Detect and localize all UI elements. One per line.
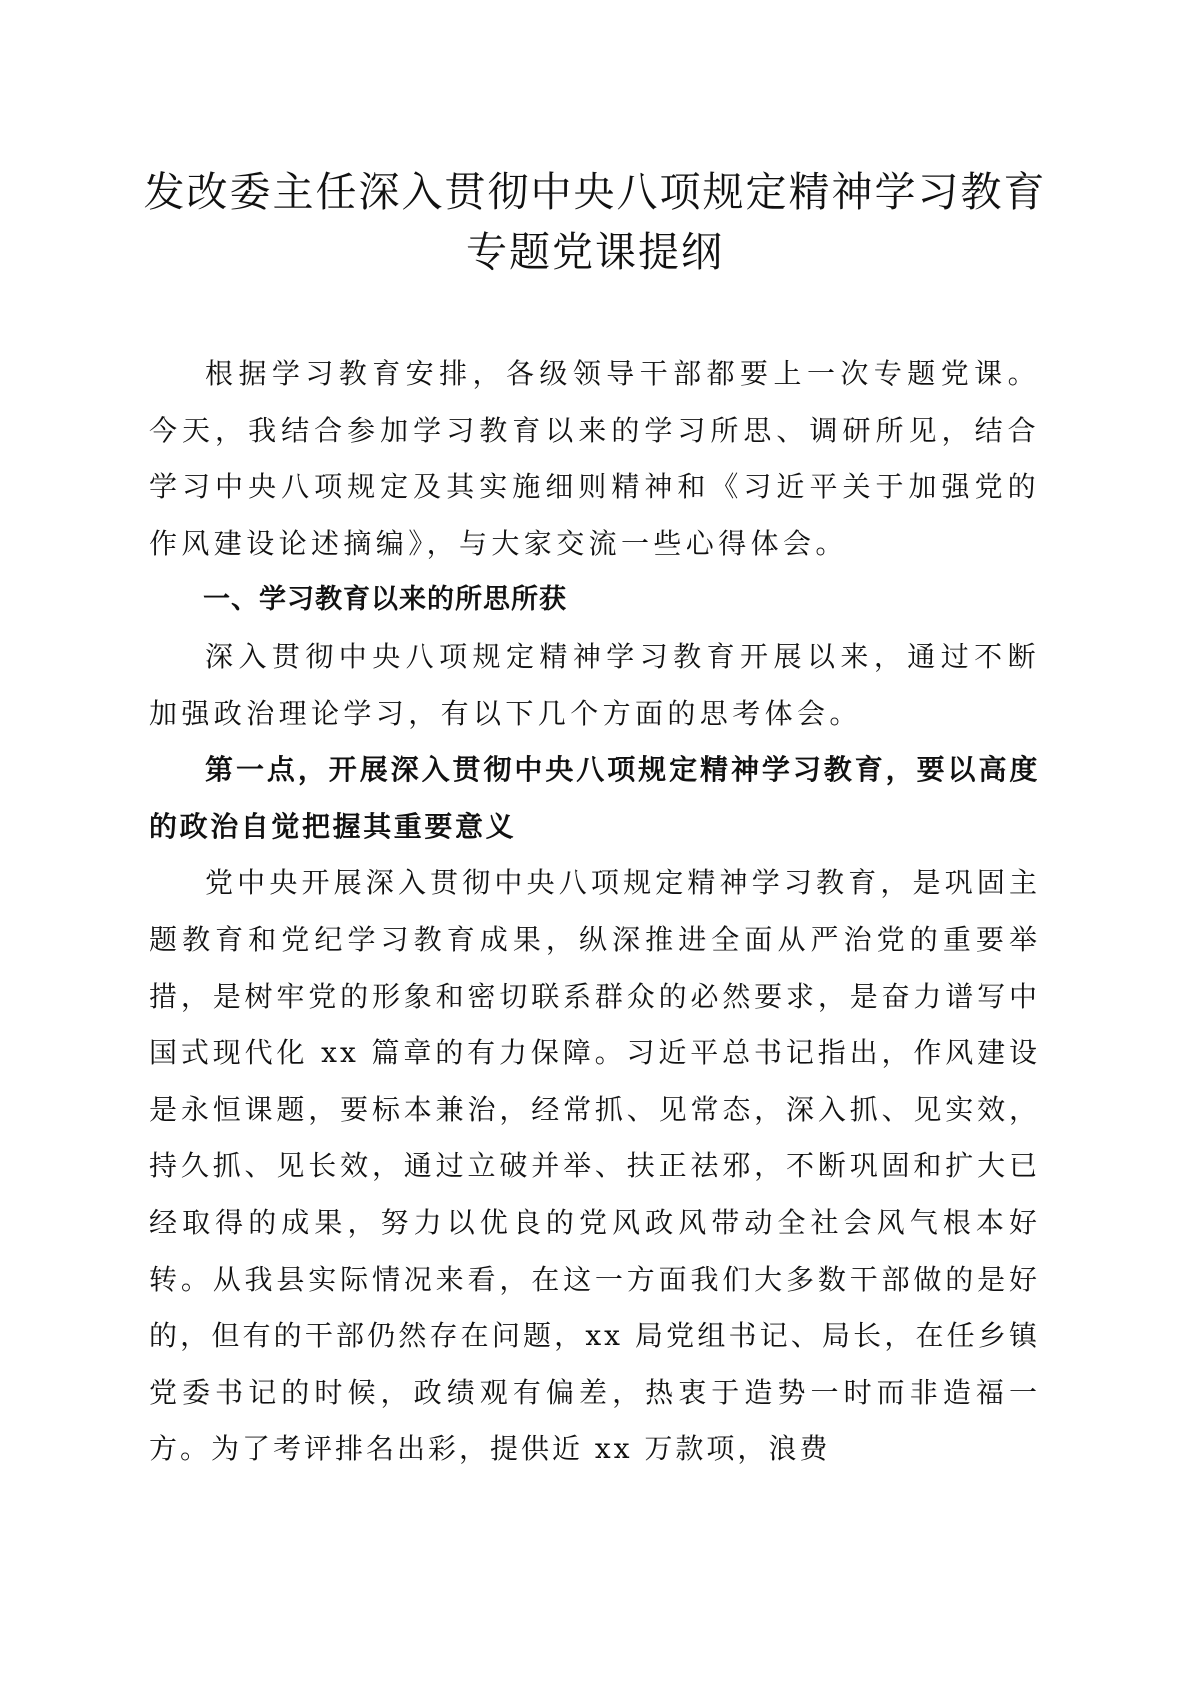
point-1-heading: 第一点，开展深入贯彻中央八项规定精神学习教育，要以高度的政治自觉把握其重要意义 — [149, 753, 1040, 843]
document-body — [149, 346, 1040, 1478]
point-1-paragraph: 党中央开展深入贯彻中央八项规定精神学习教育，是巩固主题教育和党纪学习教育成果，纵深推进全面从严治党的重要举措，是树牢党的形象和密切联系群众的必然要求，是奋力谱写中国式现代化 xx 篇章的有力保障。习近平总书记指出，作风建设是永恒课题，要标本兼治，经常抓、见常态，深入抓、见实效，持久抓、见长效，通过立破并举、扶正祛邪，不断巩固和扩大已经取得的成果，努力以优良的党风政风带动全社会风气根本好转。从我县实际情况来看，在这一方面我们大多数干部做的是好的，但有的干部仍然存在问题，xx 局党组书记、局长，在任乡镇党委书记的时候，政绩观有偏差，热衷于造势一时而非造福一方。为了考评排名出彩，提供近 xx 万款项，浪费 — [149, 866, 1040, 1466]
section-1-paragraph: 深入贯彻中央八项规定精神学习教育开展以来，通过不断加强政治理论学习，有以下几个方面的思考体会。 — [149, 639, 1040, 730]
intro-paragraph: 根据学习教育安排，各级领导干部都要上一次专题党课。今天，我结合参加学习教育以来的学习所思、调研所见，结合学习中央八项规定及其实施细则精神和《习近平关于加强党的作风建设论述摘编》，与大家交流一些心得体会。 — [149, 357, 1040, 560]
section-heading-1: 一、学习教育以来的所思所获 — [203, 584, 567, 616]
document-title: 发改委主任深入贯彻中央八项规定精神学习教育专题党课提纲 — [143, 168, 1047, 276]
